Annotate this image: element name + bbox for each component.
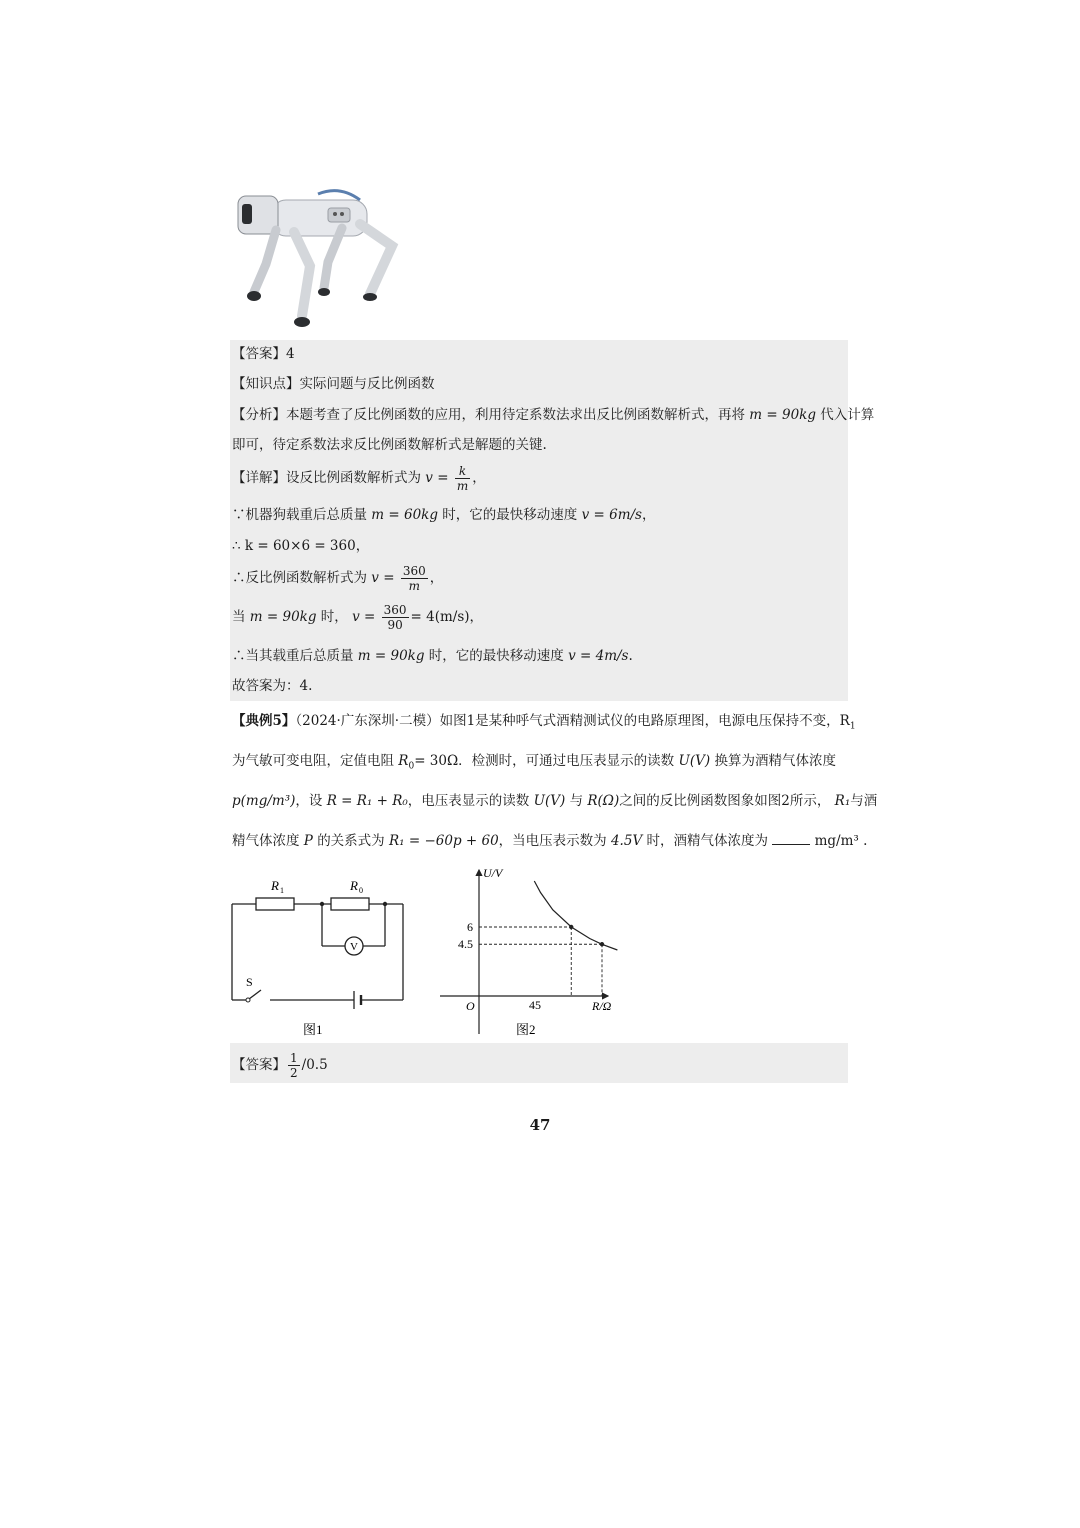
detail-line-6: ∴当其载重后总质量 m = 90kg 时，它的最快移动速度 v = 4m/s. (232, 648, 633, 664)
detail-line-3: ∴ k = 60×6 = 360， (232, 538, 370, 554)
r0-sub: 0 (359, 886, 363, 895)
knowledge-line: 【知识点】实际问题与反比例函数 (232, 376, 435, 392)
resistor-r1 (256, 898, 294, 910)
r1-sub: 1 (280, 886, 284, 895)
example-line-4: 精气体浓度 P 的关系式为 R₁ = −60p + 60，当电压表示数为 4.5V 时，酒精气体浓度为 mg/m³ . (232, 833, 868, 849)
detail-line-5: 当 m = 90kg 时， v = $\frac{360}{90}$ = 4(m/s)， (232, 603, 484, 632)
detail-line-1: 【详解】设反比例函数解析式为 v = $\frac{k}{m}$ ， (232, 464, 486, 493)
answer-blank (772, 832, 810, 845)
switch-label: S (246, 975, 253, 989)
detail-line-4: ∴反比例函数解析式为 v = $\frac{360}{m}$ ， (232, 564, 444, 593)
marked-point-1 (569, 925, 573, 929)
example-line-2: 为气敏可变电阻，定值电阻 $R_0= 30\Omega$．检测时，可通过电压表显示的读数 U(V) 换算为酒精气体浓度 (232, 753, 836, 772)
figure-1-circuit (228, 872, 413, 1046)
figure-1-caption: 图1 (303, 1022, 323, 1037)
figure-2-caption: 图2 (516, 1022, 536, 1037)
x-tick-45: 45 (529, 998, 541, 1012)
inverse-curve (534, 881, 617, 950)
resistor-r0 (331, 898, 369, 910)
marked-point-2 (600, 942, 604, 946)
example-line-1: 【典例5】（2024·广东深圳·二模）如图1是某种呼气式酒精测试仪的电路原理图，电源电压保持不变，$R_1$ (232, 713, 856, 732)
fraction: $\frac{k}{m}$ (456, 464, 469, 493)
origin-label: O (466, 999, 475, 1013)
fraction: $\frac{1}{2}$ (290, 1051, 298, 1080)
analysis-line-1: 【分析】本题考查了反比例函数的应用，利用待定系数法求出反比例函数解析式，再将 m = 90kg 代入计算 (232, 407, 875, 423)
y-tick-4-5: 4.5 (458, 937, 473, 951)
final-answer-line: 【答案】 $\frac{1}{2}$ /0.5 (232, 1051, 328, 1080)
y-axis-label: U/V (483, 866, 503, 880)
r0-label: R (350, 878, 358, 893)
robot-dog-image (232, 186, 408, 332)
answer-line: 【答案】4 (232, 346, 295, 362)
page-number: 47 (529, 1116, 551, 1134)
analysis-line-2: 即可，待定系数法求反比例函数解析式是解题的关键. (232, 437, 547, 453)
voltmeter-label: V (350, 941, 358, 953)
fraction: $\frac{360}{m}$ (402, 564, 426, 593)
guide-lines (479, 927, 602, 996)
detail-line-2: ∵机器狗载重后总质量 m = 60kg 时，它的最快移动速度 v = 6m/s， (232, 507, 656, 523)
fraction: $\frac{360}{90}$ (383, 603, 407, 632)
x-axis-label: R/Ω (592, 999, 612, 1013)
y-tick-6: 6 (467, 920, 473, 934)
detail-line-7: 故答案为：4. (232, 678, 313, 694)
figure-2-graph (436, 862, 626, 1046)
example-line-3: p(mg/m³)，设 R = R₁ + R₀，电压表显示的读数 U(V) 与 R(Ω)之间的反比例函数图象如图2所示， R₁与酒 (232, 793, 878, 809)
r1-label: R (271, 878, 279, 893)
